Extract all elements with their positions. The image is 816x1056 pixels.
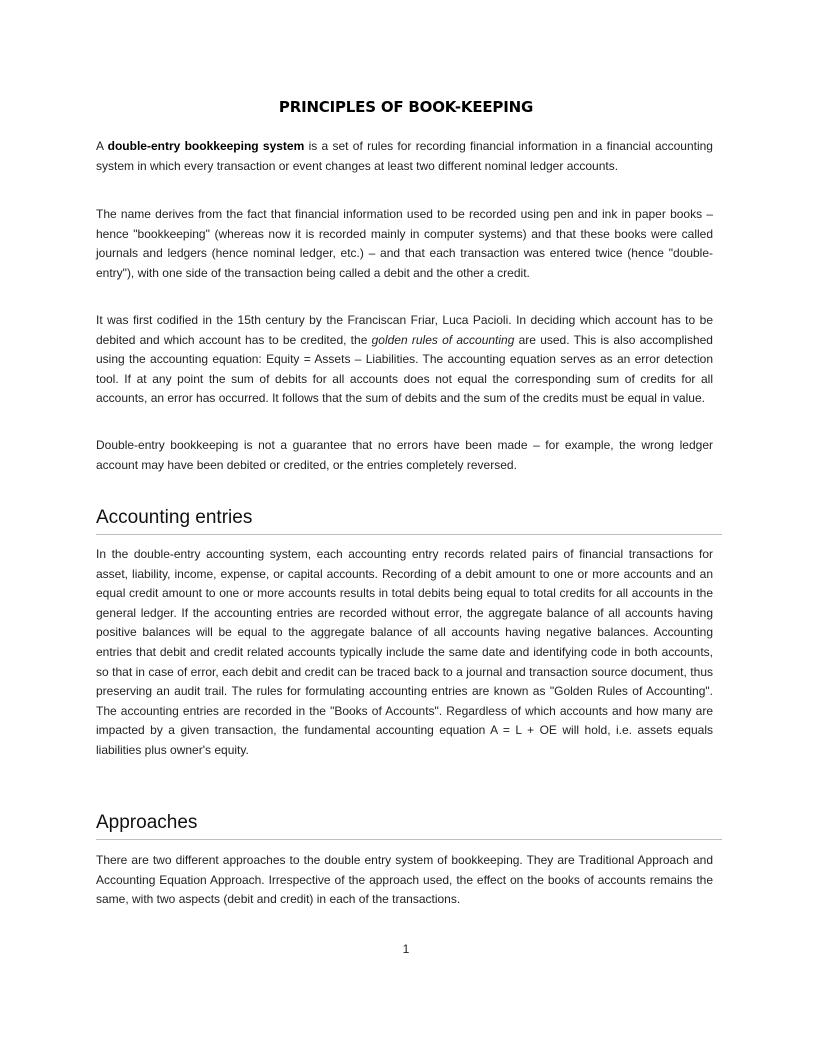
intro-paragraph-3: [96, 311, 713, 409]
intro-paragraph-1: [96, 137, 713, 176]
intro-p3-italic-term: golden rules of accounting: [371, 332, 515, 347]
intro-p1-bold-term: double-entry bookkeeping system: [107, 139, 305, 153]
intro-paragraph-4: Double-entry bookkeeping is not a guarantee that no errors have been made – for example, the wrong ledger account may have been debited or credited, or the entries completely reversed.: [96, 438, 713, 472]
section-text-approaches: There are two different approaches to the double entry system of bookkeeping. They are Traditional Approach and Accounting Equation Approach. Irrespective of the approach used, the effect on the books of accounts remains the same, with two aspects (debit and credit) in each of the transactions.: [96, 853, 713, 907]
section-heading-approaches: Approaches: [96, 812, 722, 840]
intro-p1-prefix: A: [96, 139, 108, 153]
document-page: [96, 0, 722, 1056]
section-heading-accounting-entries: Accounting entries: [96, 507, 722, 535]
intro-p3-before: It was first codified in the 15th century by the Franciscan Friar, Luca Pacioli. In deciding which account has to be debited and which account has to be credited, the: [96, 313, 713, 347]
intro-p3-after: are used. This is also accomplished using the accounting equation: Equity = Assets – Liabilities. The accounting equation serves as an error detection tool. If at any point the sum of debits for all accounts does not equal the corresponding sum of credits for all accounts, an error has occurred. It follows that the sum of debits and the sum of the credits must be equal in value.: [96, 332, 713, 406]
intro-paragraph-2: The name derives from the fact that financial information used to be recorded using pen and ink in paper books – hence "bookkeeping" (whereas now it is recorded mainly in computer systems) and that these books were called journals and ledgers (hence nominal ledger, etc.) – and that each transaction was entered twice (hence "double-entry"), with one side of the transaction being called a debit and the other a credit.: [96, 207, 713, 280]
page-number: 1: [402, 942, 410, 956]
intro-p1-rest: is a set of rules for recording financial information in a financial accounting system in which every transaction or event changes at least two different nominal ledger accounts.: [96, 139, 713, 173]
section-text-accounting-entries: In the double-entry accounting system, each accounting entry records related pairs of financial transactions for asset, liability, income, expense, or capital accounts. Recording of a debit amount to one or more accounts and an equal credit amount to one or more accounts results in total debits being equal to total credits for all accounts in the general ledger. If the accounting entries are recorded without error, the aggregate balance of all accounts having positive balances will be equal to the aggregate balance of all accounts having negative balances. Accounting entries that debit and credit related accounts typically include the same date and identifying code in both accounts, so that in case of error, each debit and credit can be traced back to a journal and transaction source document, thus preserving an audit trail. The rules for formulating accounting entries are known as "Golden Rules of Accounting". The accounting entries are recorded in the "Books of Accounts". Regardless of which accounts and how many are impacted by a given transaction, the fundamental accounting equation A = L + OE will hold, i.e. assets equals liabilities plus owner's equity.: [96, 547, 713, 757]
document-title: PRINCIPLES OF BOOK-KEEPING: [278, 98, 534, 116]
